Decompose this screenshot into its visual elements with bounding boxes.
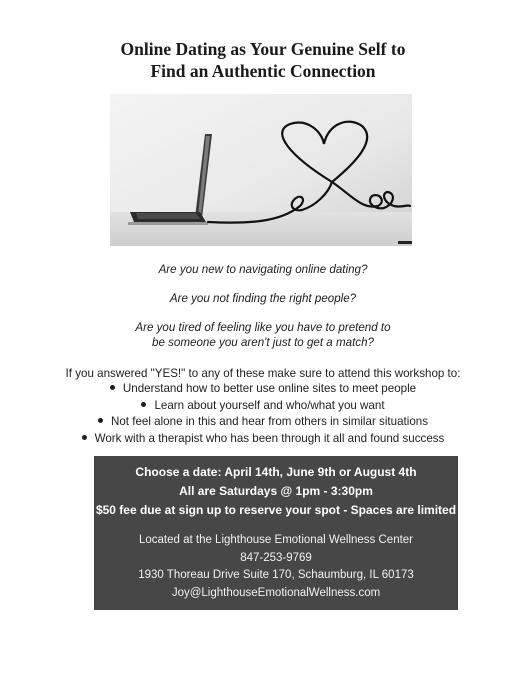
list-item: Not feel alone in this and hear from others in similar situations [0, 414, 526, 431]
bullet-icon [141, 402, 146, 407]
list-item: Learn about yourself and who/what you want [0, 398, 526, 415]
event-fee: $50 fee due at sign up to reserve your spot - Spaces are limited [95, 503, 457, 517]
bullet-icon [98, 418, 103, 423]
question-right-people: Are you not finding the right people? [169, 292, 357, 305]
event-location: Located at the Lighthouse Emotional Wellness Center [138, 534, 414, 546]
event-email: Joy@LighthouseEmotionalWellness.com [171, 586, 381, 599]
event-address: 1930 Thoreau Drive Suite 170, Schaumburg, IL 60173 [138, 569, 414, 581]
bullet-icon [82, 435, 87, 440]
title-line-2: Find an Authentic Connection [150, 61, 376, 81]
title-line-1: Online Dating as Your Genuine Self to [120, 39, 406, 59]
event-phone: 847-253-9769 [240, 551, 312, 564]
question-new-to-dating: Are you new to navigating online dating? [158, 263, 368, 276]
list-item: Work with a therapist who has been through it all and found success [0, 431, 526, 448]
question-pretend-line-2: be someone you aren't just to get a match? [152, 336, 374, 349]
question-pretend-line-1: Are you tired of feeling like you have to pretend to [135, 321, 391, 334]
list-item: Understand how to better use online sites to meet people [0, 381, 526, 398]
laptop-heart-cord-image [110, 94, 412, 246]
workshop-intro: If you answered "YES!" to any of these make sure to attend this workshop to: [65, 367, 461, 380]
bullet-icon [110, 385, 115, 390]
event-time: All are Saturdays @ 1pm - 3:30pm [179, 484, 373, 498]
event-dates: Choose a date: April 14th, June 9th or August 4th [135, 465, 417, 479]
workshop-benefits-list [0, 381, 526, 447]
question-pretend [0, 320, 526, 350]
event-details-panel [94, 456, 458, 610]
page-title [0, 38, 526, 82]
